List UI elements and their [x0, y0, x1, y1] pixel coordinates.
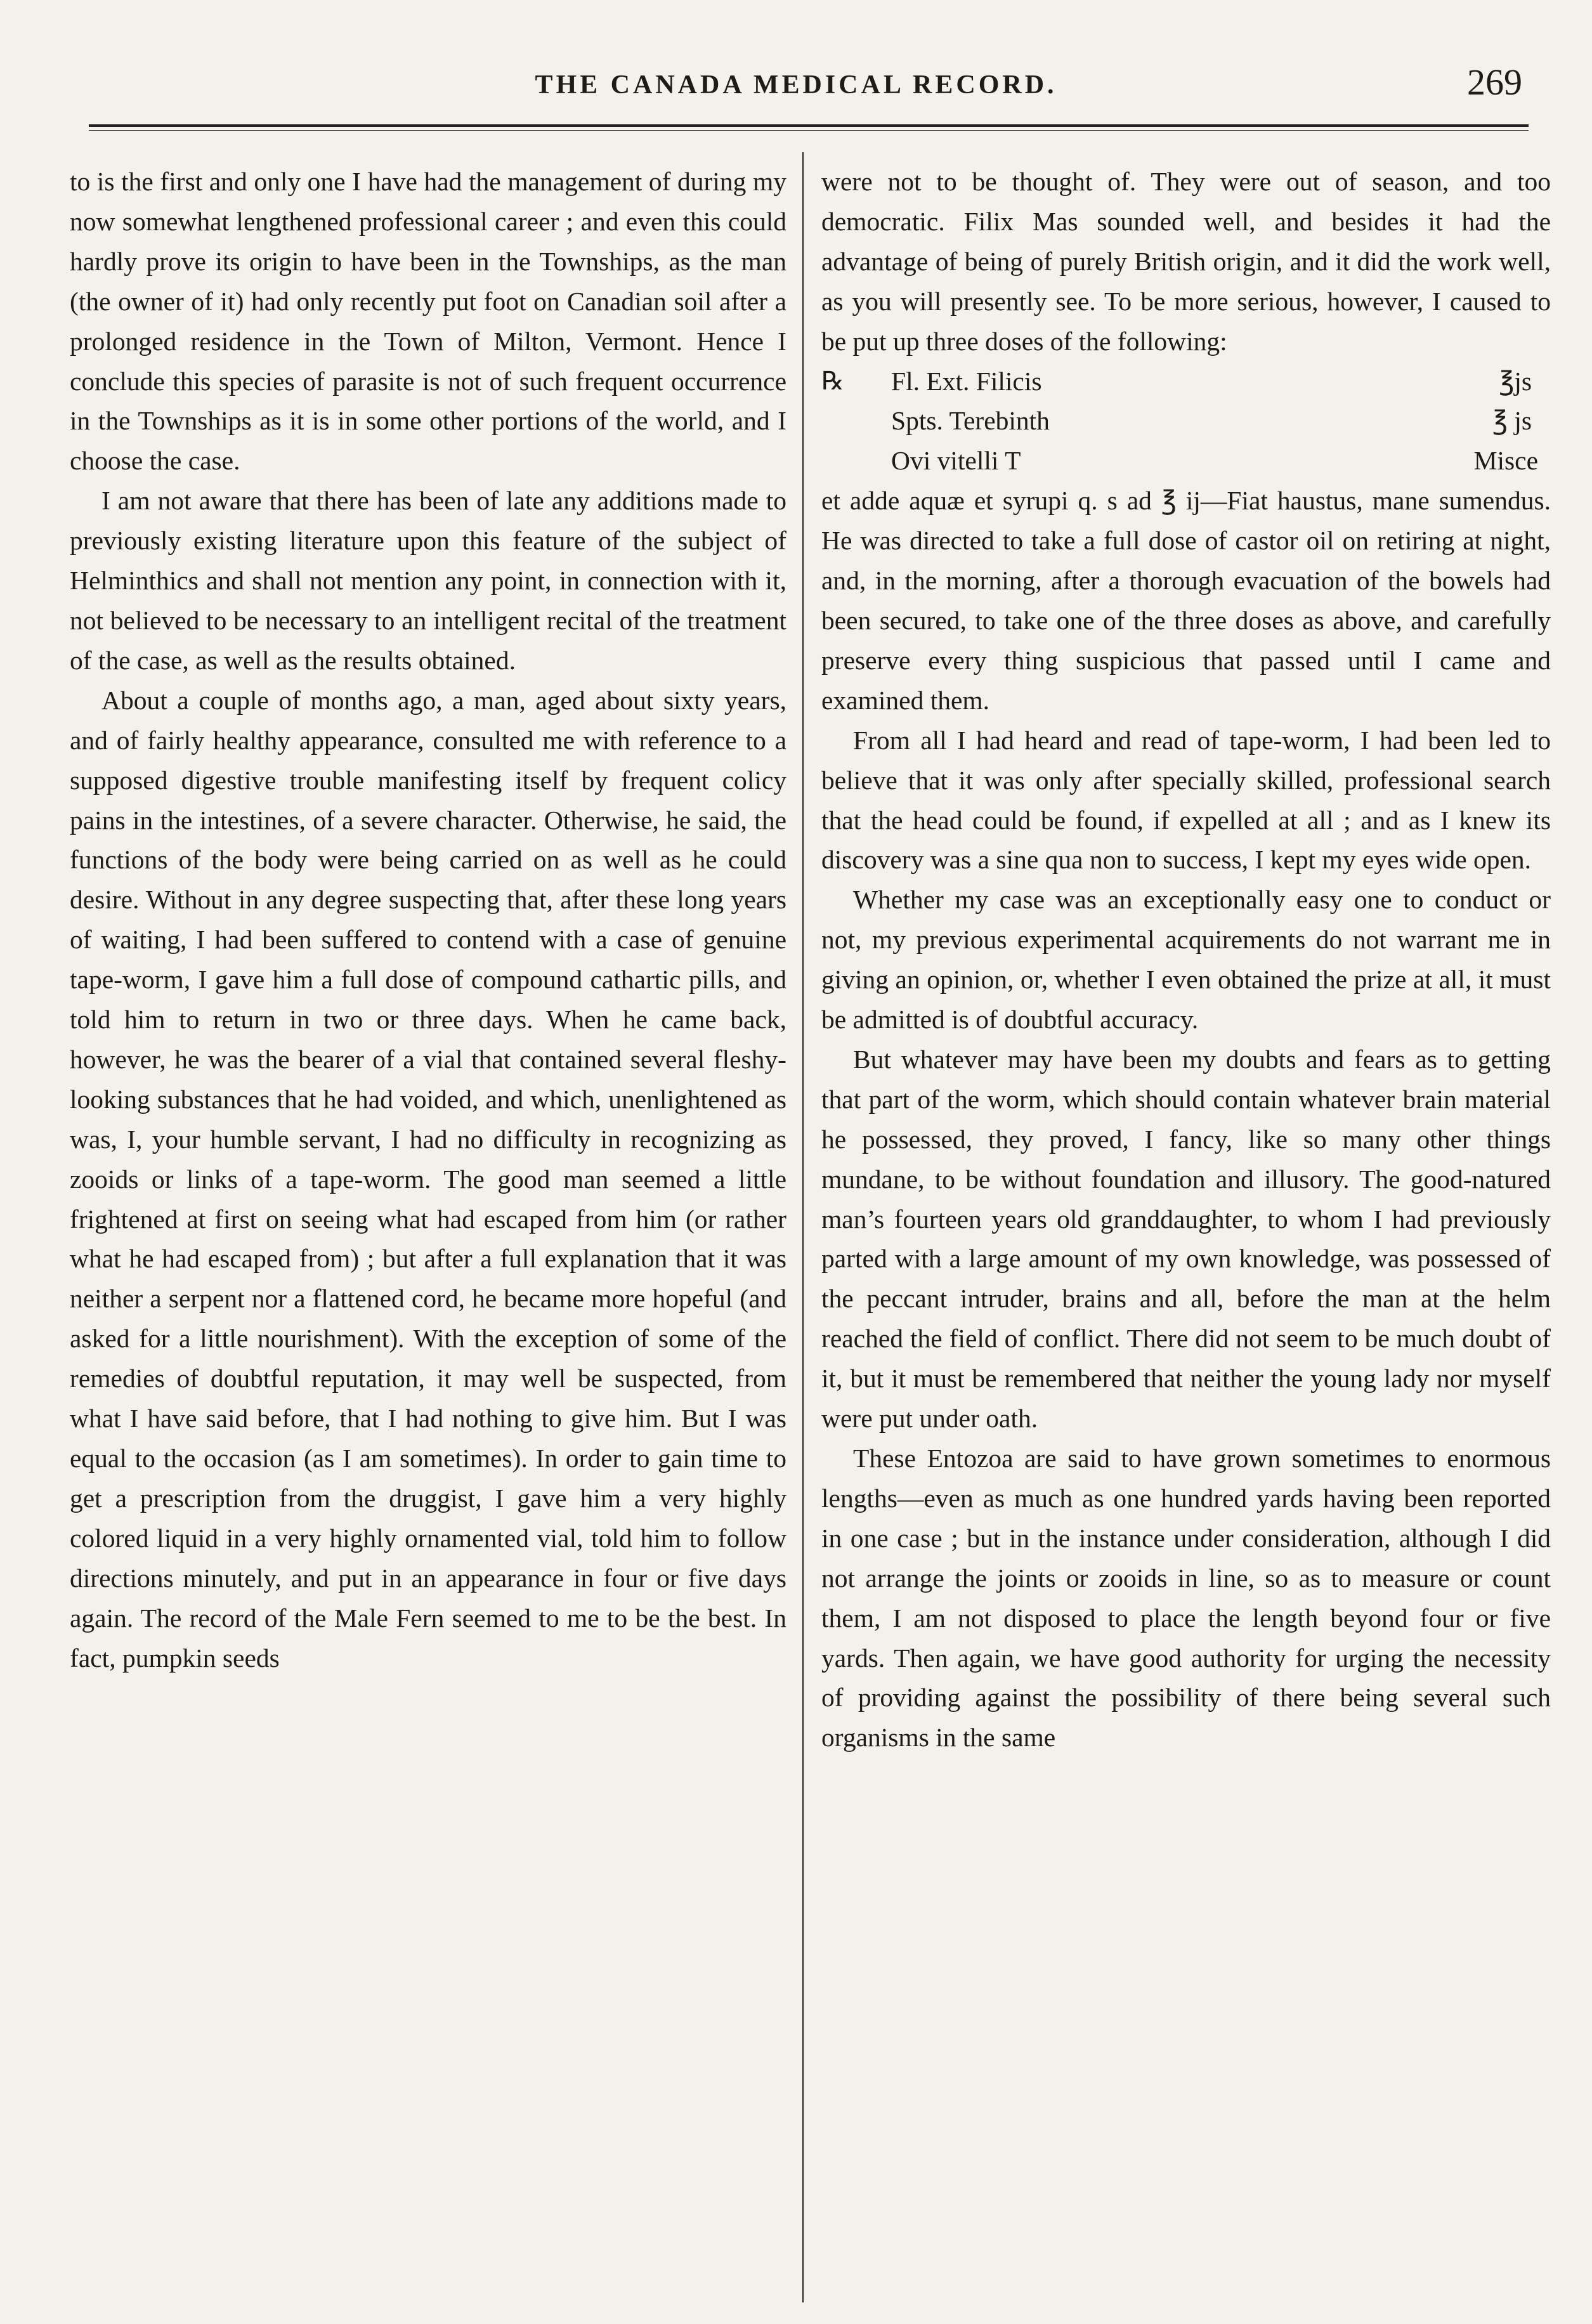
recipe-symbol-icon: ℞: [821, 366, 844, 395]
prescription: [821, 362, 1551, 481]
paragraph: But whatever may have been my doubts and fears as to getting that part of the worm, which should contain whatever brain material he possessed, they proved, I fancy, like so many other things mundane, to be without foundation and illusory. The good-natured man’s fourteen years old granddaughter, to whom I had previously parted with a large amount of my own knowledge, was possessed of the peccant intruder, brains and all, before the man at the helm reached the field of conflict. There did not seem to be much doubt of it, but it must be remembered that neither the young lady nor myself were put under oath.: [821, 1044, 1551, 1433]
rx-ingredient-name: Fl. Ext. Filicis: [891, 366, 1042, 396]
rx-ingredient-name: Ovi vitelli T: [891, 446, 1021, 476]
paragraph: to is the first and only one I have had the management of during my now somewhat lengthened professional career ; and even this could hardly prove its origin to have been in the Townships, as the man (the owner of it) had only recently put foot on Canadian soil after a prolonged residence in the Town of Milton, Vermont. Hence I conclude this species of parasite is not of such frequent occurrence in the Townships as it is in some other portions of the world, and I choose the case.: [70, 167, 786, 476]
paragraph: I am not aware that there has been of late any additions made to previously existing literature upon this feature of the subject of Helminthics and shall not mention any point, in connection with it, not believed to be necessary to an intelligent recital of the treatment of the case, as well as the results obtained.: [70, 486, 786, 675]
right-column: [821, 162, 1551, 1758]
paragraph: Whether my case was an exceptionally easy one to conduct or not, my previous experimental acquirements do not warrant me in giving an opinion, or, whether I even obtained the prize at all, it must be admitted is of doubtful accuracy.: [821, 885, 1551, 1035]
page-header: [63, 61, 1529, 131]
rx-instruction: Misce: [1473, 446, 1538, 476]
running-title: THE CANADA MEDICAL RECORD.: [535, 70, 1057, 100]
paragraph: These Entozoa are said to have grown sometimes to enormous lengths—even as much as one hundred yards having been reported in one case ; but in the instance under consideration, although I did not arrange the joints or zooids in line, so as to measure or count them, I am not disposed to place the length beyond four or five yards. Then again, we have good authority for urging the necessity of providing against the possibility of there being several such organisms in the same: [821, 1444, 1551, 1753]
header-rule: [89, 124, 1529, 131]
rx-ingredient-amount: ℥ js: [1492, 406, 1532, 436]
paragraph: were not to be thought of. They were out of season, and too democratic. Filix Mas sounded well, and besides it had the advantage of being of purely British origin, and it did the work well, as you will presently see. To be more serious, however, I caused to be put up three doses of the following:: [821, 167, 1551, 356]
column-divider: [802, 152, 804, 2302]
rx-ingredient-name: Spts. Terebinth: [891, 406, 1050, 436]
paragraph: From all I had heard and read of tape-worm, I had been led to believe that it was only after specially skilled, professional search that the head could be found, if expelled at all ; and as I knew its discovery was a sine qua non to success, I kept my eyes wide open.: [821, 725, 1551, 875]
page-number: 269: [1467, 62, 1522, 103]
paragraph: About a couple of months ago, a man, aged about sixty years, and of fairly healthy appearance, consulted me with reference to a supposed digestive trouble manifesting itself by frequent colicy pains in the intestines, of a severe character. Otherwise, he said, the functions of the body were being carried on as well as he could desire. Without in any degree suspecting that, after these long years of waiting, I had been suffered to contend with a case of genuine tape-worm, I gave him a full dose of compound cathartic pills, and told him to return in two or three days. When he came back, however, he was the bearer of a vial that contained several fleshy-looking substances that he had voided, and which, unenlightened as was, I, your humble servant, I had no difficulty in recognizing as zooids or links of a tape-worm. The good man seemed a little frightened at first on seeing what had escaped from him (or rather what he had escaped from) ; but after a full explanation that it was neither a serpent nor a flattened cord, he became more hopeful (and asked for a little nourishment). With the exception of some of the remedies of doubtful reputation, it may well be suspected, from what I have said before, that I had nothing to give him. But I was equal to the occasion (as I am sometimes). In order to gain time to get a prescription from the druggist, I gave him a very highly colored liquid in a very highly ornamented vial, told him to follow directions minutely, and put in an appearance in four or five days again. The record of the Male Fern seemed to me to be the best. In fact, pumpkin seeds: [70, 685, 786, 1673]
paragraph: et adde aquæ et syrupi q. s ad ℥ ij—Fiat haustus, mane sumendus. He was directed to take a full dose of castor oil on retiring at night, and, in the morning, after a thorough evacuation of the bowels had been secured, to take one of the three doses as above, and carefully preserve every thing suspicious that passed until I came and examined them.: [821, 486, 1551, 715]
left-column: [70, 162, 786, 1678]
rx-ingredient-amount: ℥js: [1499, 366, 1532, 396]
